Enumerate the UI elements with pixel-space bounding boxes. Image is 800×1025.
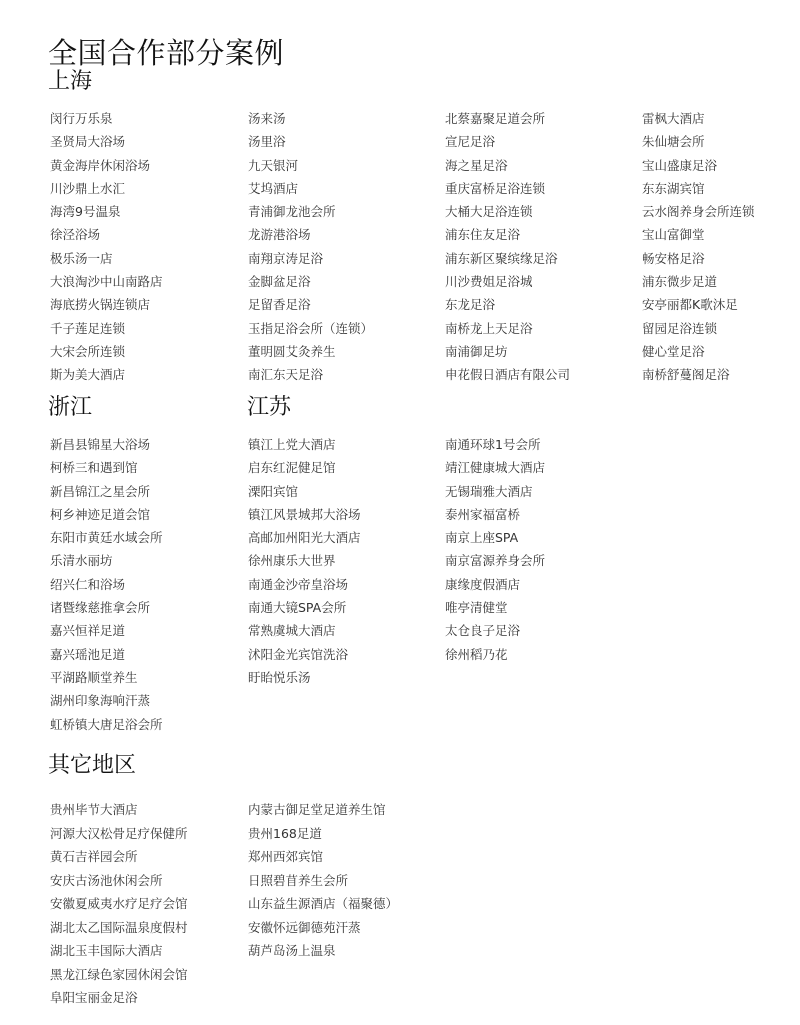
case-list-item: 南通大镜SPA会所 [248, 600, 347, 616]
case-list-item: 河源大汉松骨足疗保健所 [50, 825, 188, 841]
case-list-item: 海底捞火锅连锁店 [50, 297, 151, 313]
case-list-item: 朱仙塘会所 [642, 134, 705, 150]
jiangsu-list-col-2 [445, 433, 545, 666]
case-list-item: 内蒙古御足堂足道养生馆 [248, 802, 386, 817]
case-list-item: 新昌县锦星大浴场 [50, 437, 151, 452]
case-list-item: 汤来汤 [248, 111, 286, 126]
case-list-item: 东阳市黄廷水域会所 [50, 530, 163, 546]
case-list-item: 安亭丽都K歌沐足 [642, 297, 738, 313]
case-list-item: 无锡瑞雅大酒店 [445, 483, 533, 499]
section-heading-zhejiang: 浙江 [48, 395, 93, 420]
case-list-item: 宝山盛康足浴 [642, 157, 718, 173]
case-list-item: 东东湖宾馆 [642, 180, 705, 196]
case-list-item: 徐泾浴场 [50, 227, 101, 243]
shanghai-list-col-4 [642, 107, 755, 387]
case-list-item: 黄石吉祥园会所 [50, 849, 138, 864]
case-list-item: 山东益生源酒店（福聚德） [248, 896, 399, 911]
shanghai-list-col-3 [445, 107, 570, 387]
shanghai-list-col-1 [50, 107, 163, 387]
case-list-item: 云水阁养身会所连锁 [642, 204, 755, 220]
case-list-item: 南通金沙帝皇浴场 [248, 576, 349, 592]
case-list-item: 留园足浴连锁 [642, 320, 718, 336]
case-list-item: 黑龙江绿色家园休闲会馆 [50, 966, 188, 982]
case-list-item: 海之星足浴 [445, 157, 508, 173]
case-list-item: 闵行万乐泉 [50, 111, 113, 126]
case-list-item: 镇江上党大酒店 [248, 437, 336, 452]
case-list-item: 川沙费姐足浴城 [445, 274, 533, 290]
case-list-item: 龙游港浴场 [248, 227, 311, 243]
case-list-item: 安徽怀远御德苑汗蒸 [248, 919, 361, 935]
case-list-item: 青浦御龙池会所 [248, 204, 336, 220]
shanghai-list-col-2 [248, 107, 373, 387]
case-list-item: 宣尼足浴 [445, 134, 496, 150]
case-list-item: 艾坞酒店 [248, 180, 299, 196]
case-list-item: 足留香足浴 [248, 297, 311, 313]
case-list-item: 海湾9号温泉 [50, 204, 121, 220]
case-list-item: 汤里浴 [248, 134, 286, 150]
case-list-item: 启东红泥健足馆 [248, 460, 336, 476]
case-list-item: 沭阳金光宾馆洗浴 [248, 646, 349, 662]
case-list-item: 宝山富御堂 [642, 227, 705, 243]
page-title: 全国合作部分案例 [48, 36, 285, 71]
section-heading-other: 其它地区 [48, 753, 137, 778]
section-heading-jiangsu: 江苏 [247, 395, 292, 420]
case-list-item: 南汇东天足浴 [248, 367, 324, 383]
case-list-item: 黄金海岸休闲浴场 [50, 157, 151, 173]
case-list-item: 浦东新区聚缤缘足浴 [445, 250, 558, 266]
case-list-item: 葫芦岛汤上温泉 [248, 943, 336, 958]
case-list-item: 绍兴仁和浴场 [50, 576, 126, 592]
case-list-item: 湖州印象海响汗蒸 [50, 693, 151, 709]
case-list-item: 虹桥镇大唐足浴会所 [50, 716, 163, 732]
case-list-item: 高邮加州阳光大酒店 [248, 530, 361, 546]
case-list-item: 靖江健康城大酒店 [445, 460, 546, 476]
case-list-item: 日照碧苜养生会所 [248, 872, 349, 888]
case-list-item: 南京富源养身会所 [445, 553, 546, 569]
case-list-item: 东龙足浴 [445, 297, 496, 313]
case-list-item: 董明圆艾灸养生 [248, 343, 336, 359]
case-list-item: 南桥舒蔓阁足浴 [642, 367, 730, 383]
case-list-item: 康缘度假酒店 [445, 576, 521, 592]
case-list-item: 太仓良子足浴 [445, 623, 521, 639]
case-list-item: 浦东住友足浴 [445, 227, 521, 243]
case-list-item: 平湖路顺堂养生 [50, 669, 138, 685]
case-list-item: 贵州毕节大酒店 [50, 802, 138, 817]
case-list-item: 柯桥三和遇到馆 [50, 460, 138, 476]
case-list-item: 湖北玉丰国际大酒店 [50, 943, 163, 958]
jiangsu-list-col-1 [248, 433, 361, 689]
case-list-item: 南通环球1号会所 [445, 437, 541, 452]
other-list-col-2 [248, 798, 398, 963]
case-list-item: 乐清水丽坊 [50, 553, 113, 569]
case-list-item: 南翔京涛足浴 [248, 250, 324, 266]
case-list-item: 申花假日酒店有限公司 [445, 367, 571, 383]
section-heading-shanghai: 上海 [48, 69, 93, 94]
case-list-item: 金脚盆足浴 [248, 274, 311, 290]
other-list-col-1 [50, 798, 188, 1010]
case-list-item: 北蔡嘉聚足道会所 [445, 111, 546, 126]
case-list-item: 贵州168足道 [248, 825, 322, 841]
case-list-item: 大宋会所连锁 [50, 343, 126, 359]
case-list-item: 极乐汤一店 [50, 250, 113, 266]
case-list-item: 唯亭清健堂 [445, 600, 508, 616]
case-list-item: 安庆古汤池休闲会所 [50, 872, 163, 888]
case-list-item: 畅安格足浴 [642, 250, 705, 266]
case-list-item: 大浪淘沙中山南路店 [50, 274, 163, 290]
case-list-item: 重庆富桥足浴连锁 [445, 180, 546, 196]
case-list-item: 玉指足浴会所（连锁） [248, 320, 374, 336]
case-list-item: 徐州稻乃花 [445, 646, 508, 662]
zhejiang-list-col-1 [50, 433, 163, 736]
case-list-item: 诸暨缘慈推拿会所 [50, 600, 151, 616]
case-list-item: 湖北太乙国际温泉度假村 [50, 919, 188, 935]
case-list-item: 南桥龙上天足浴 [445, 320, 533, 336]
case-list-item: 新昌锦江之星会所 [50, 483, 151, 499]
case-list-item: 阜阳宝丽金足浴 [50, 990, 138, 1005]
case-list-item: 嘉兴恒祥足道 [50, 623, 126, 639]
case-list-item: 千子莲足连锁 [50, 320, 126, 336]
case-list-item: 嘉兴瑶池足道 [50, 646, 126, 662]
case-list-item: 九天银河 [248, 157, 299, 173]
case-list-item: 南京上座SPA [445, 530, 519, 546]
case-list-item: 健心堂足浴 [642, 343, 705, 359]
case-list-item: 大桶大足浴连锁 [445, 204, 533, 220]
case-list-item: 常熟虞城大酒店 [248, 623, 336, 639]
case-list-item: 镇江风景城邦大浴场 [248, 506, 361, 522]
case-list-item: 浦东微步足道 [642, 274, 718, 290]
case-list-item: 柯乡神迹足道会馆 [50, 506, 151, 522]
case-list-item: 圣贤局大浴场 [50, 134, 126, 150]
case-list-item: 川沙鼎上水汇 [50, 180, 126, 196]
case-list-item: 郑州西郊宾馆 [248, 849, 324, 864]
case-list-item: 徐州康乐大世界 [248, 553, 336, 569]
case-list-item: 安徽夏威夷水疗足疗会馆 [50, 896, 188, 911]
case-list-item: 盱眙悦乐汤 [248, 669, 311, 685]
case-list-item: 雷枫大酒店 [642, 111, 705, 126]
case-list-item: 溧阳宾馆 [248, 483, 299, 499]
case-list-item: 斯为美大酒店 [50, 367, 126, 383]
case-list-item: 南浦御足坊 [445, 343, 508, 359]
case-list-item: 泰州家福富桥 [445, 506, 521, 522]
